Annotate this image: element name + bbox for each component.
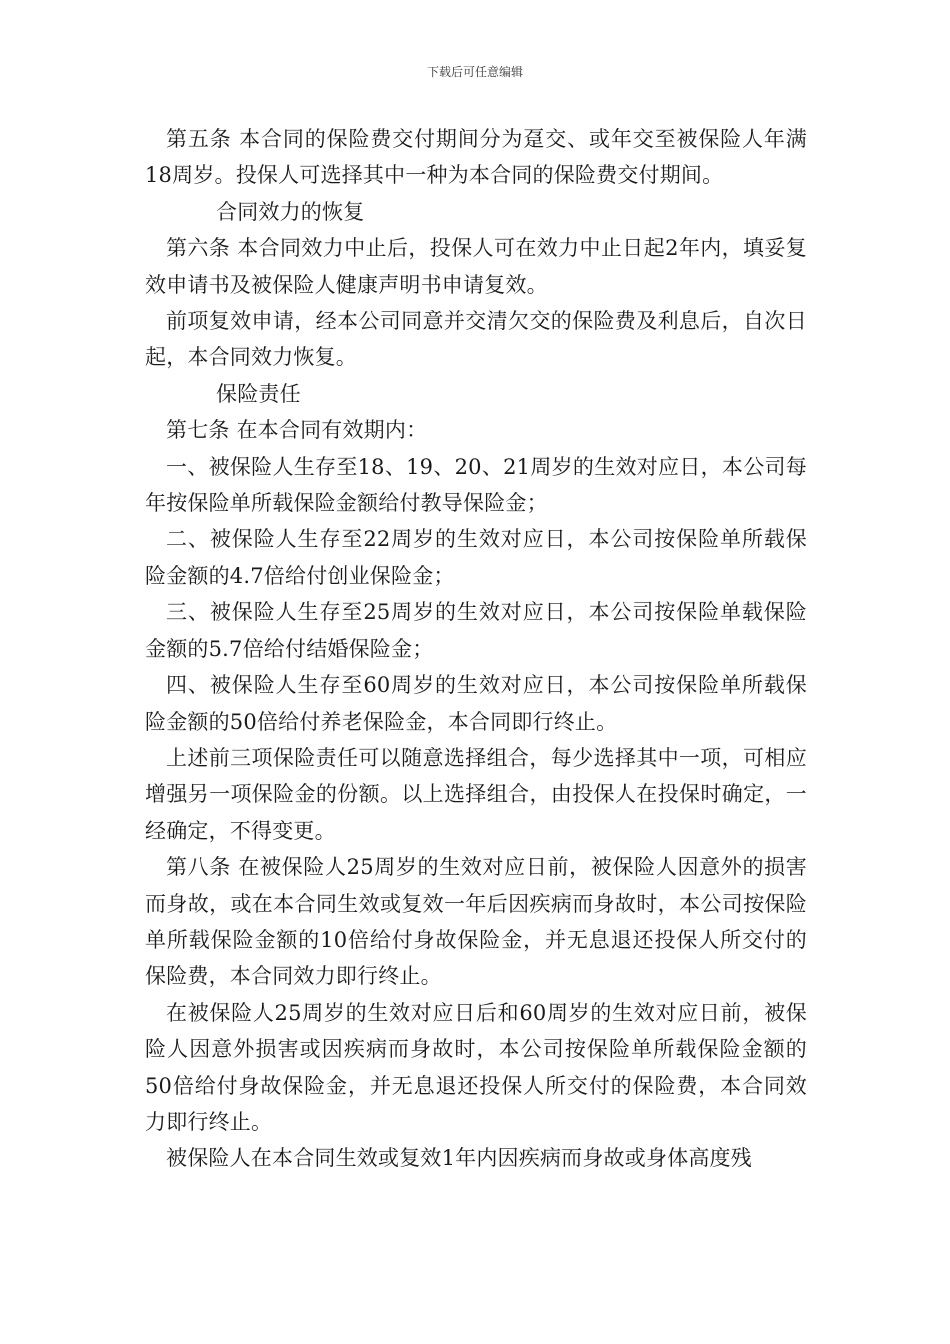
page-header-note: 下载后可任意编辑 xyxy=(426,65,523,79)
paragraph-article-6: 第六条 本合同效力中止后，投保人可在效力中止日起2年内，填妥复效申请书及被保险人健康声明书申请复效。 xyxy=(145,236,807,297)
paragraph-item-1: 一、被保险人生存至18、19、20、21周岁的生效对应日，本公司每年按保险单所载保险金额给付教导保险金； xyxy=(145,454,807,516)
section-heading-reinstatement: 合同效力的恢复 xyxy=(216,199,365,224)
paragraph-item-4: 四、被保险人生存至60周岁的生效对应日，本公司按保险单所载保险金额的50倍给付养老保险金，本合同即行终止。 xyxy=(145,673,807,734)
paragraph-article-8: 第八条 在被保险人25周岁的生效对应日前，被保险人因意外的损害而身故，或在本合同生效或复效一年后因疾病而身故时，本公司按保险单所载保险金额的10倍给付身故保险金，并无息退还投保人所交付的保险费，本合同效力即行终止。 xyxy=(145,855,807,989)
document-body xyxy=(145,121,807,1177)
section-heading-coverage: 保险责任 xyxy=(216,381,301,406)
paragraph-combination-note: 上述前三项保险责任可以随意选择组合，每少选择其中一项，可相应增强另一项保险金的份额。以上选择组合，由投保人在投保时确定，一经确定，不得变更。 xyxy=(145,745,807,843)
paragraph-article-7: 第七条 在本合同有效期内： xyxy=(166,418,428,443)
paragraph-death-benefit-after-25: 在被保险人25周岁的生效对应日后和60周岁的生效对应日前，被保险人因意外损害或因疾病而身故时，本公司按保险单所载保险金额的50倍给付身故保险金，并无息退还投保人所交付的保险费，本合同效力即行终止。 xyxy=(145,1000,807,1134)
paragraph-item-3: 三、被保险人生存至25周岁的生效对应日，本公司按保险单载保险金额的5.7倍给付结婚保险金； xyxy=(145,600,807,661)
paragraph-article-5: 第五条 本合同的保险费交付期间分为趸交、或年交至被保险人年满18周岁。投保人可选择其中一种为本合同的保险费交付期间。 xyxy=(145,127,807,188)
paragraph-disability-clause: 被保险人在本合同生效或复效1年内因疾病而身故或身体高度残 xyxy=(166,1146,752,1171)
paragraph-item-2: 二、被保险人生存至22周岁的生效对应日，本公司按保险单所载保险金额的4.7倍给付创业保险金； xyxy=(145,527,807,588)
paragraph-reinstatement-approval: 前项复效申请，经本公司同意并交清欠交的保险费及利息后，自次日起，本合同效力恢复。 xyxy=(145,309,807,370)
